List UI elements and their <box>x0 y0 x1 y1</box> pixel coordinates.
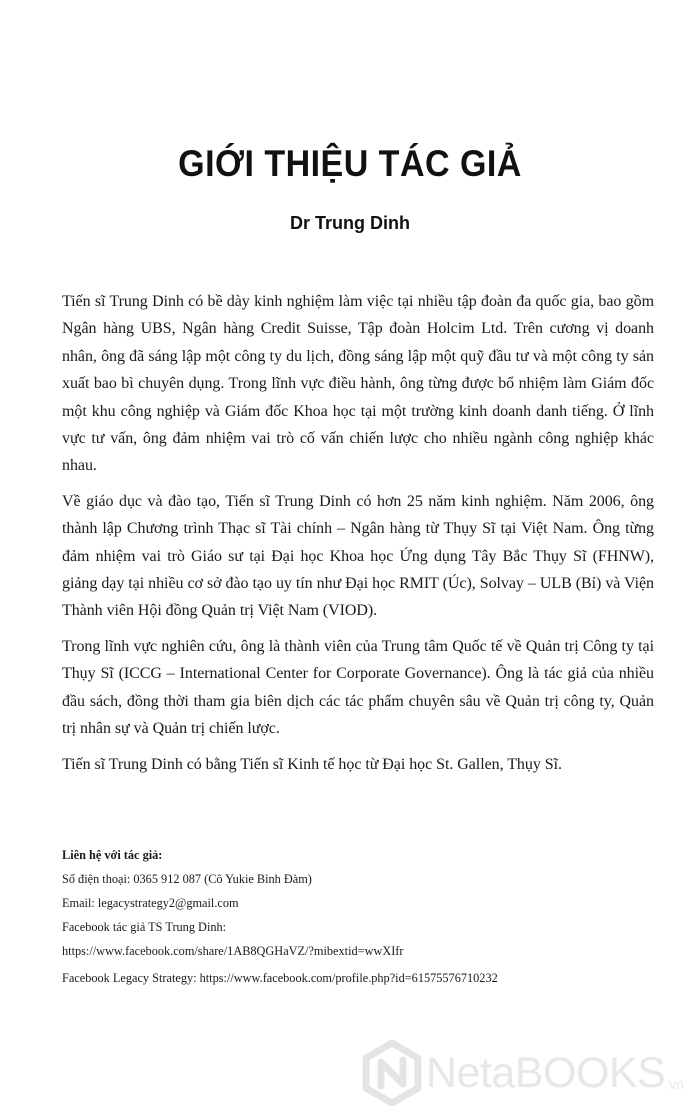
biography-body <box>62 288 654 786</box>
paragraph-research: Trong lĩnh vực nghiên cứu, ông là thành viên của Trung tâm Quốc tế về Quản trị Công ty tại Thụy Sĩ (ICCG – International Center for Corporate Governance). Ông là tác giả của nhiều đầu sách, đồng thời tham gia biên dịch các tác phẩm chuyên sâu về Quản trị công ty, Quản trị nhân sự và Quản trị chiến lược. <box>62 637 654 738</box>
author-name: Dr Trung Dinh <box>290 213 410 233</box>
contact-email: Email: legacystrategy2@gmail.com <box>62 896 239 910</box>
watermark-brand: NetaBOOKS <box>426 1048 666 1097</box>
contact-section <box>62 843 662 990</box>
page-title: GIỚI THIỆU TÁC GIẢ <box>178 143 522 184</box>
contact-heading: Liên hệ với tác giả: <box>62 848 163 862</box>
paragraph-degree: Tiến sĩ Trung Dinh có bằng Tiến sĩ Kinh tế học từ Đại học St. Gallen, Thụy Sĩ. <box>62 755 562 773</box>
netabooks-logo-icon <box>362 1040 422 1106</box>
paragraph-experience: Tiến sĩ Trung Dinh có bề dày kinh nghiệm làm việc tại nhiều tập đoàn đa quốc gia, bao gồm Ngân hàng UBS, Ngân hàng Credit Suisse, Tập đoàn Holcim Ltd. Trên cương vị doanh nhân, ông đã sáng lập một công ty du lịch, đồng sáng lập một quỹ đầu tư và một công ty sản xuất bao bì chuyên dụng. Trong lĩnh vực điều hành, ông từng được bổ nhiệm làm Giám đốc một khu công nghiệp và Giám đốc Khoa học tại một trường kinh doanh danh tiếng. Ở lĩnh vực tư vấn, ông đảm nhiệm vai trò cố vấn chiến lược cho nhiều ngành công nghiệp khác nhau. <box>62 293 654 475</box>
facebook-author-label: Facebook tác giả TS Trung Dinh: <box>62 920 227 934</box>
watermark <box>362 1038 692 1108</box>
contact-phone: Số điện thoại: 0365 912 087 (Cô Yukie Bình Đàm) <box>62 872 312 886</box>
paragraph-education: Về giáo dục và đào tạo, Tiến sĩ Trung Dinh có hơn 25 năm kinh nghiệm. Năm 2006, ông thành lập Chương trình Thạc sĩ Tài chính – Ngân hàng từ Thụy Sĩ tại Việt Nam. Ông từng đảm nhiệm vai trò Giáo sư tại Đại học Khoa học Ứng dụng Tây Bắc Thụy Sĩ (FHNW), giảng dạy tại nhiều cơ sở đào tạo uy tín như Đại học RMIT (Úc), Solvay – ULB (Bỉ) và Viện Thành viên Hội đồng Quản trị Việt Nam (VIOD). <box>62 492 654 620</box>
facebook-author-link[interactable]: https://www.facebook.com/share/1AB8QGHaVZ/?mibextid=wwXIfr <box>62 944 404 958</box>
facebook-legacy-link[interactable]: Facebook Legacy Strategy: https://www.facebook.com/profile.php?id=61575576710232 <box>62 971 498 985</box>
watermark-suffix: .vn <box>665 1076 684 1092</box>
